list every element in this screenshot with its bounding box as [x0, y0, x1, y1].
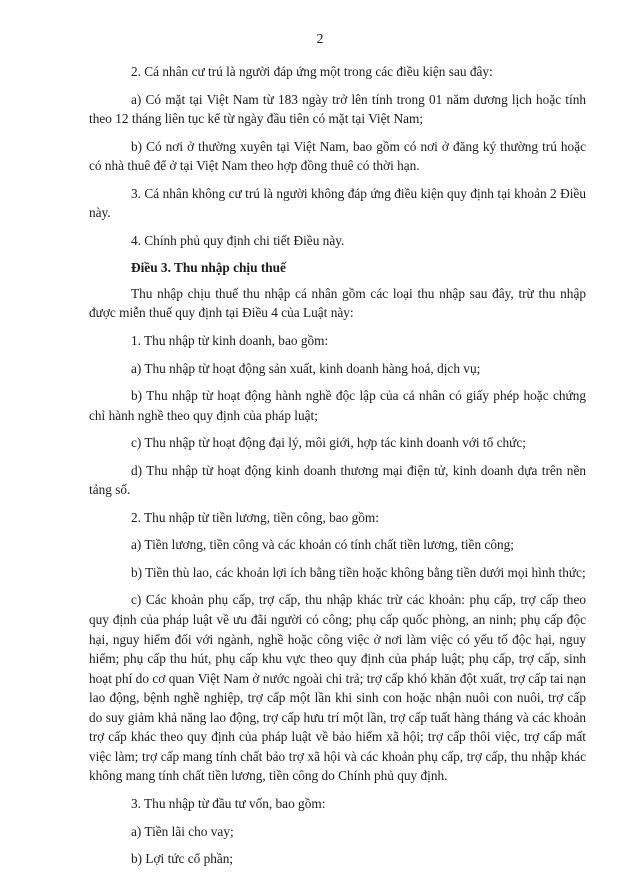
paragraph-tien-luong-diem-c: c) Các khoản phụ cấp, trợ cấp, thu nhập khác trừ các khoản: phụ cấp, trợ cấp theo quy định của pháp luật về ưu đãi người có công; phụ cấp quốc phòng, an ninh; phụ cấp độc hại, nguy hiểm đối với ngành, nghề hoặc công việc ở nơi làm việc có yếu tố độc hại, nguy hiểm; phụ cấp thu hút, phụ cấp khu vực theo quy định của pháp luật; phụ cấp, trợ cấp, sinh hoạt phí do cơ quan Việt Nam ở nước ngoài chi trả; trợ cấp khó khăn đột xuất, trợ cấp tai nạn lao động, bệnh nghề nghiệp, trợ cấp một lần khi sinh con hoặc nhận nuôi con nuôi, trợ cấp do suy giảm khả năng lao động, trợ cấp hưu trí một lần, trợ cấp tuất hàng tháng và các khoản trợ cấp khác theo quy định của pháp luật về bảo hiểm xã hội; trợ cấp thôi việc, trợ cấp mất việc làm; trợ cấp mang tính chất bảo trợ xã hội và các khoản phụ cấp, trợ cấp, thu nhập khác không mang tính chất tiền lương, tiền công do Chính phủ quy định.	[89, 592, 586, 784]
paragraph-dau-tu-von-khoan-3: 3. Thu nhập từ đầu tư vốn, bao gồm:	[131, 795, 326, 811]
paragraph-kinh-doanh-diem-a: a) Thu nhập từ hoạt động sản xuất, kinh doanh hàng hoá, dịch vụ;	[131, 360, 481, 376]
document-body	[89, 62, 586, 877]
paragraph-dau-tu-von-diem-a: a) Tiền lãi cho vay;	[131, 823, 234, 839]
paragraph-kinh-doanh-khoan-1: 1. Thu nhập từ kinh doanh, bao gồm:	[131, 333, 329, 349]
paragraph-dau-tu-von-diem-b: b) Lợi tức cổ phần;	[131, 851, 234, 867]
paragraph-khoan-4: 4. Chính phủ quy định chi tiết Điều này.	[131, 232, 345, 248]
article-3-heading: Điều 3. Thu nhập chịu thuế	[131, 260, 286, 276]
paragraph-article-3-intro: Thu nhập chịu thuế thu nhập cá nhân gồm các loại thu nhập sau đây, trừ thu nhập được miễn thuế quy định tại Điều 4 của Luật này:	[89, 285, 586, 321]
paragraph-kinh-doanh-diem-b: b) Thu nhập từ hoạt động hành nghề độc lập của cá nhân có giấy phép hoặc chứng chỉ hành nghề theo quy định của pháp luật;	[89, 388, 586, 423]
page-number: 2	[316, 32, 324, 47]
paragraph-kinh-doanh-diem-d: d) Thu nhập từ hoạt động kinh doanh thương mại điện tử, kinh doanh dựa trên nền tảng số.	[89, 462, 586, 498]
paragraph-tien-luong-khoan-2: 2. Thu nhập từ tiền lương, tiền công, bao gồm:	[131, 509, 379, 525]
paragraph-tien-luong-diem-b: b) Tiền thù lao, các khoản lợi ích bằng tiền hoặc không bằng tiền dưới mọi hình thức;	[131, 564, 586, 580]
paragraph-cu-tru-diem-b: b) Có nơi ở thường xuyên tại Việt Nam, bao gồm có nơi ở đăng ký thường trú hoặc có nhà thuê để ở tại Việt Nam theo hợp đồng thuê có thời hạn.	[89, 138, 586, 174]
paragraph-tien-luong-diem-a: a) Tiền lương, tiền công và các khoản có tính chất tiền lương, tiền công;	[131, 537, 514, 553]
paragraph-cu-tru-khoan-2: 2. Cá nhân cư trú là người đáp ứng một trong các điều kiện sau đây:	[131, 64, 493, 79]
paragraph-khong-cu-tru-khoan-3: 3. Cá nhân không cư trú là người không đáp ứng điều kiện quy định tại khoản 2 Điều này.	[89, 185, 586, 221]
paragraph-cu-tru-diem-a: a) Có mặt tại Việt Nam từ 183 ngày trở lên tính trong 01 năm dương lịch hoặc tính theo 12 tháng liên tục kể từ ngày đầu tiên có mặt tại Việt Nam;	[89, 91, 586, 127]
paragraph-kinh-doanh-diem-c: c) Thu nhập từ hoạt động đại lý, môi giới, hợp tác kinh doanh với tổ chức;	[131, 435, 526, 451]
